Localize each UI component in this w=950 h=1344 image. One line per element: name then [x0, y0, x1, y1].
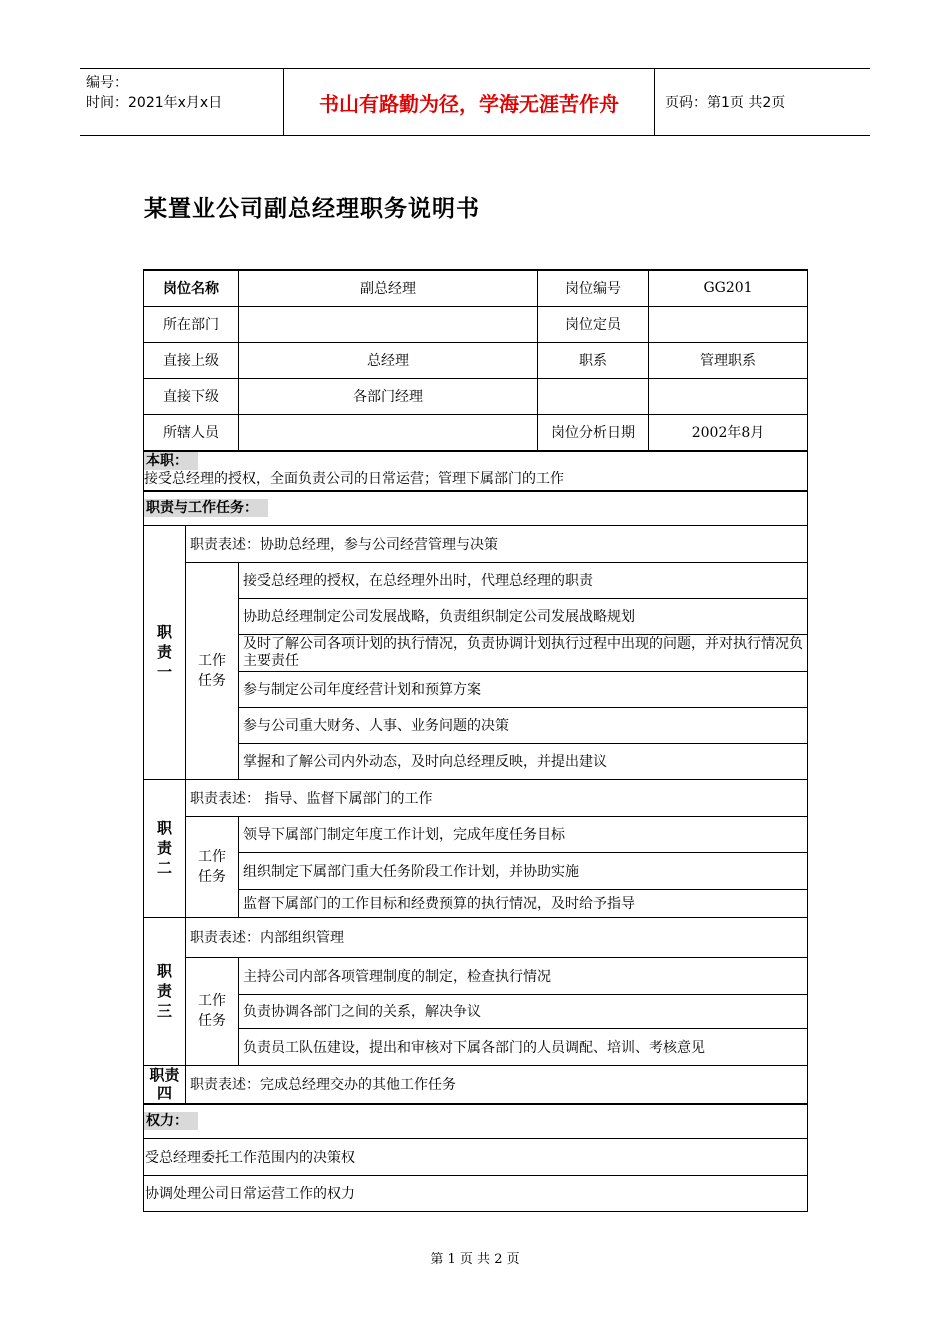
task-item: 掌握和了解公司内外动态，及时向总经理反映，并提出建议 [239, 743, 808, 779]
task-label: 工作 任务 [186, 816, 239, 917]
task-item: 组织制定下属部门重大任务阶段工作计划，并协助实施 [239, 852, 808, 889]
task-row [144, 707, 808, 743]
duties-header-row [144, 491, 808, 525]
task-item: 监督下属部门的工作目标和经费预算的执行情况，及时给予指导 [239, 889, 808, 917]
info-value: 管理职系 [649, 342, 808, 378]
task-row [144, 634, 808, 671]
info-label: 所在部门 [144, 306, 239, 342]
duty-statement: 职责表述：协助总经理，参与公司经营管理与决策 [186, 525, 808, 562]
header-left [80, 69, 283, 135]
task-item: 负责协调各部门之间的关系，解决争议 [239, 994, 808, 1028]
task-item: 参与公司重大财务、人事、业务问题的决策 [239, 707, 808, 743]
info-row [144, 342, 808, 378]
header-motto: 书山有路勤为径，学海无涯苦作舟 [283, 69, 655, 135]
core-duty-row [144, 451, 808, 491]
info-label: 直接下级 [144, 378, 239, 414]
info-label: 岗位定员 [538, 306, 649, 342]
task-item: 主持公司内部各项管理制度的制定，检查执行情况 [239, 957, 808, 994]
info-row [144, 414, 808, 451]
number-label: 编号： [86, 75, 128, 91]
task-row [144, 994, 808, 1028]
info-row [144, 270, 808, 306]
info-label: 直接上级 [144, 342, 239, 378]
task-row [144, 957, 808, 994]
time-label: 时间：2021年x月x日 [86, 95, 223, 111]
duty-statement-row [144, 525, 808, 562]
info-value: 2002年8月 [649, 414, 808, 451]
duty-statement: 职责表述：完成总经理交办的其他工作任务 [186, 1065, 808, 1104]
task-row [144, 816, 808, 852]
powers-header-cell [144, 1104, 808, 1138]
core-duty-cell [144, 451, 808, 491]
task-row [144, 1028, 808, 1065]
info-label: 岗位编号 [538, 270, 649, 306]
duties-header-cell [144, 491, 808, 525]
task-row [144, 889, 808, 917]
info-value: 各部门经理 [239, 378, 538, 414]
duty-name: 职责 四 [144, 1065, 186, 1104]
info-label: 岗位名称 [144, 270, 239, 306]
duty-statement-row [144, 1065, 808, 1104]
duty-name: 职 责 二 [144, 779, 186, 917]
duty-statement-row [144, 917, 808, 957]
duty-statement: 职责表述： 指导、监督下属部门的工作 [186, 779, 808, 816]
duties-label: 职责与工作任务： [144, 499, 268, 517]
core-duty-text: 接受总经理的授权，全面负责公司的日常运营；管理下属部门的工作 [144, 471, 564, 487]
powers-header-row [144, 1104, 808, 1138]
power-item: 受总经理委托工作范围内的决策权 [144, 1138, 808, 1175]
task-label: 工作 任务 [186, 957, 239, 1065]
page-footer: 第 1 页 共 2 页 [430, 1252, 520, 1267]
info-label [538, 378, 649, 414]
info-label: 岗位分析日期 [538, 414, 649, 451]
task-row [144, 671, 808, 707]
task-row [144, 562, 808, 598]
task-item: 接受总经理的授权，在总经理外出时，代理总经理的职责 [239, 562, 808, 598]
info-label: 职系 [538, 342, 649, 378]
page-header [80, 68, 870, 136]
info-row [144, 306, 808, 342]
task-row [144, 743, 808, 779]
info-value: GG201 [649, 270, 808, 306]
task-label: 工作 任务 [186, 562, 239, 779]
task-item: 负责员工队伍建设，提出和审核对下属各部门的人员调配、培训、考核意见 [239, 1028, 808, 1065]
task-item: 参与制定公司年度经营计划和预算方案 [239, 671, 808, 707]
power-row [144, 1138, 808, 1175]
document-title: 某置业公司副总经理职务说明书 [144, 196, 480, 222]
info-value: 总经理 [239, 342, 538, 378]
power-row [144, 1175, 808, 1211]
info-label: 所辖人员 [144, 414, 239, 451]
core-duty-label: 本职： [144, 452, 198, 470]
powers-label: 权力： [144, 1112, 198, 1130]
task-item: 协助总经理制定公司发展战略，负责组织制定公司发展战略规划 [239, 598, 808, 634]
duty-statement: 职责表述：内部组织管理 [186, 917, 808, 957]
info-value: 副总经理 [239, 270, 538, 306]
info-value [649, 378, 808, 414]
task-item: 及时了解公司各项计划的执行情况，负责协调计划执行过程中出现的问题，并对执行情况负主要责任 [239, 634, 808, 671]
task-row [144, 852, 808, 889]
task-row [144, 598, 808, 634]
info-value [239, 414, 538, 451]
power-item: 协调处理公司日常运营工作的权力 [144, 1175, 808, 1211]
duty-name: 职 责 三 [144, 917, 186, 1065]
duty-name: 职 责 一 [144, 525, 186, 779]
duty-statement-row [144, 779, 808, 816]
info-value [649, 306, 808, 342]
header-page-info: 页码：第1页 共2页 [665, 95, 786, 111]
info-row [144, 378, 808, 414]
task-item: 领导下属部门制定年度工作计划，完成年度任务目标 [239, 816, 808, 852]
info-value [239, 306, 538, 342]
job-description-table [143, 269, 808, 1212]
